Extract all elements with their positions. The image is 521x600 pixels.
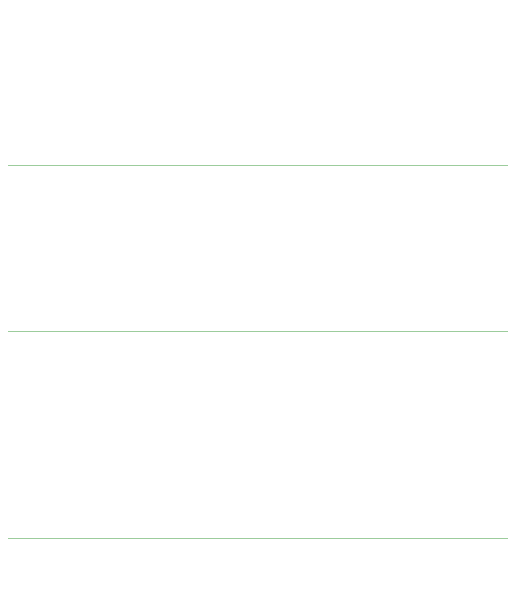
divider <box>8 331 508 332</box>
divider <box>8 538 508 539</box>
divider <box>8 165 508 166</box>
